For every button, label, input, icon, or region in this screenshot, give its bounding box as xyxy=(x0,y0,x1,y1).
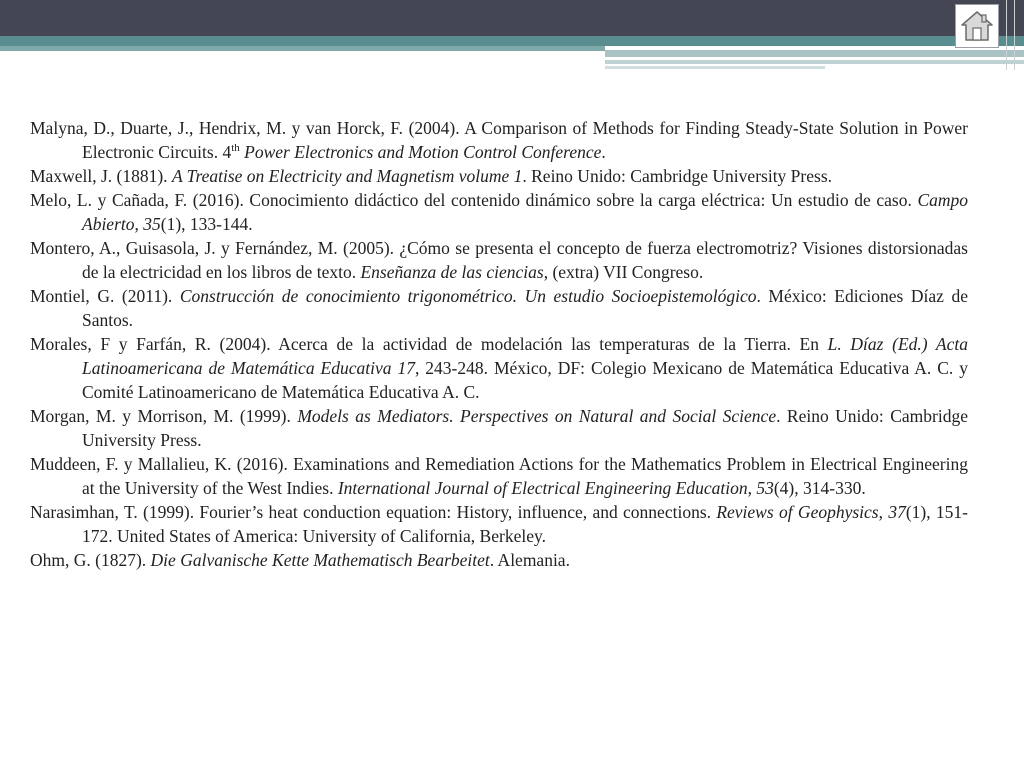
reference-entry: Morgan, M. y Morrison, M. (1999). Models as Mediators. Perspectives on Natural and Social Science. Reino Unido: Cambridge University Press. xyxy=(30,406,968,450)
reference-entry: Maxwell, J. (1881). A Treatise on Electricity and Magnetism volume 1. Reino Unido: Cambridge University Press. xyxy=(30,166,833,186)
header-accent-stripe xyxy=(0,46,605,51)
reference-entry: Muddeen, F. y Mallalieu, K. (2016). Examinations and Remediation Actions for the Mathematics Problem in Electrical Engineering at the University of the West Indies. International Journal of Electrical Engineering Education, 53(4), 314-330. xyxy=(30,454,968,498)
reference-entry: Montiel, G. (2011). Construcción de conocimiento trigonométrico. Un estudio Socioepistemológico. México: Ediciones Díaz de Santos. xyxy=(30,286,968,330)
reference-entry: Malyna, D., Duarte, J., Hendrix, M. y van Horck, F. (2004). A Comparison of Methods for Finding Steady-State Solution in Power Electronic Circuits. 4th Power Electronics and Motion Control Conference. xyxy=(30,118,968,162)
header-accent-stripe xyxy=(605,50,1024,57)
header-accent-stripe xyxy=(605,60,1024,64)
header-accent-stripe xyxy=(605,66,825,69)
header-divider xyxy=(1014,0,1015,70)
reference-entry: Morales, F y Farfán, R. (2004). Acerca de la actividad de modelación las temperaturas de la Tierra. En L. Díaz (Ed.) Acta Latinoamericana de Matemática Educativa 17, 243-248. México, DF: Colegio Mexicano de Matemática Educativa A. C. y Comité Latinoamericano de Matemática Educativa A. C. xyxy=(30,334,968,402)
home-button[interactable] xyxy=(955,4,999,48)
header-divider xyxy=(1006,0,1007,70)
reference-entry: Montero, A., Guisasola, J. y Fernández, M. (2005). ¿Cómo se presenta el concepto de fuerza electromotriz? Visiones distorsionadas de la electricidad en los libros de texto. Enseñanza de las ciencias, (extra) VII Congreso. xyxy=(30,238,968,282)
reference-entry: Narasimhan, T. (1999). Fourier’s heat conduction equation: History, influence, and connections. Reviews of Geophysics, 37(1), 151-172. United States of America: University of California, Berkeley. xyxy=(30,502,968,546)
header-accent-stripe xyxy=(0,36,1024,46)
home-icon xyxy=(960,9,994,43)
reference-list xyxy=(30,116,968,572)
reference-entry: Ohm, G. (1827). Die Galvanische Kette Mathematisch Bearbeitet. Alemania. xyxy=(30,550,570,570)
header-bar xyxy=(0,0,1024,36)
reference-entry: Melo, L. y Cañada, F. (2016). Conocimiento didáctico del contenido dinámico sobre la carga eléctrica: Un estudio de caso. Campo Abierto, 35(1), 133-144. xyxy=(30,190,968,234)
